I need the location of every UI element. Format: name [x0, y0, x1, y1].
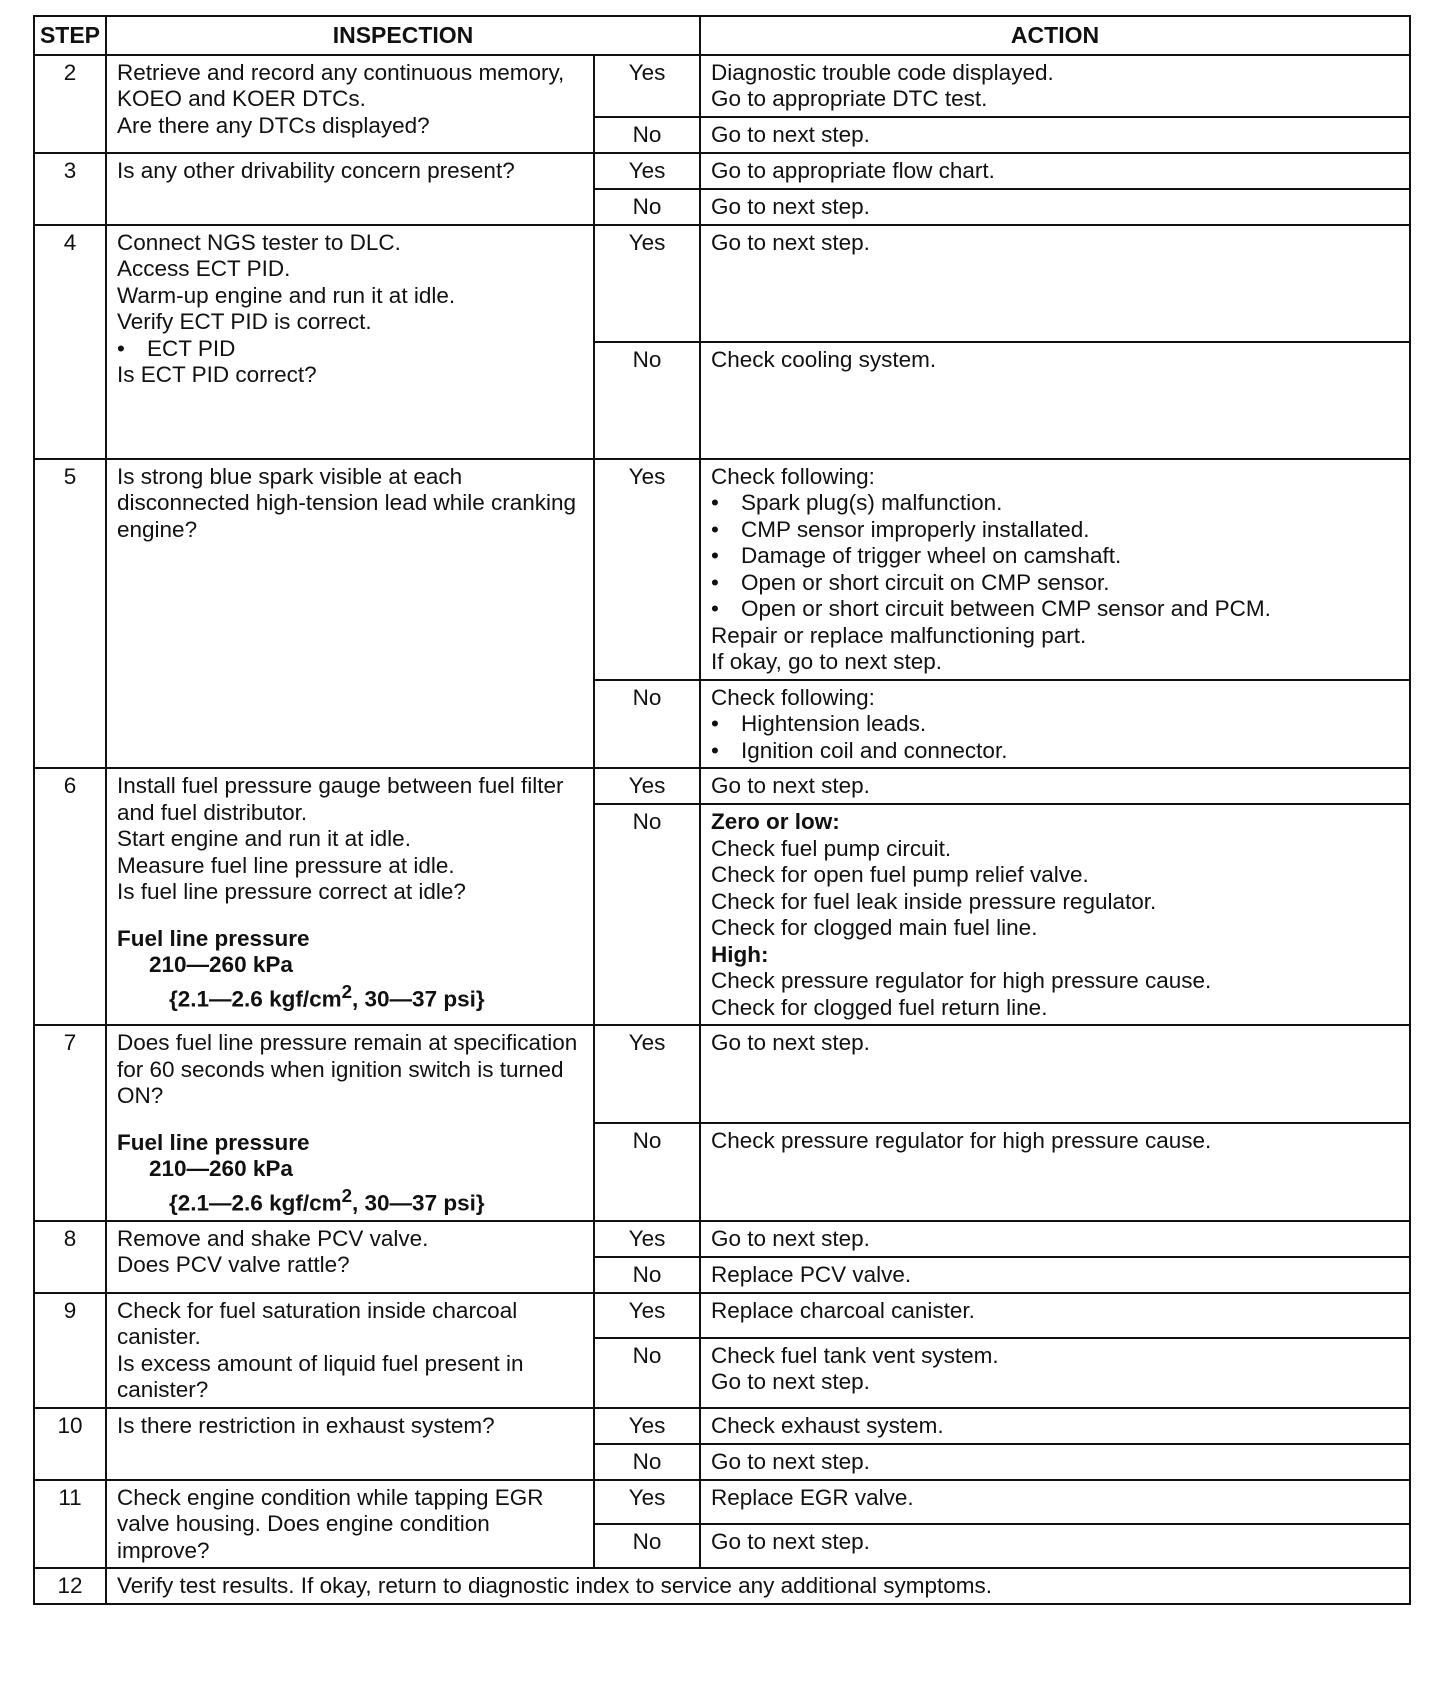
spec-title: Fuel line pressure — [117, 1129, 310, 1155]
yes-label: Yes — [594, 1025, 700, 1123]
yes-label: Yes — [594, 768, 700, 804]
action-heading-high: High: — [711, 941, 769, 967]
inspection-cell — [106, 225, 594, 459]
header-step: STEP — [34, 16, 106, 55]
inspection-line: ON? — [117, 1083, 164, 1108]
action-line: Replace EGR valve. — [711, 1484, 914, 1510]
action-bullet: • Open or short circuit between CMP sensor and PCM. — [711, 596, 1399, 623]
action-line: Check for open fuel pump relief valve. — [711, 862, 1089, 887]
full-width-instruction: Verify test results. If okay, return to diagnostic index to service any additional symptoms. — [106, 1568, 1410, 1604]
inspection-bullet: • ECT PID — [117, 336, 583, 363]
inspection-cell — [106, 55, 594, 153]
action-line: Check fuel pump circuit. — [711, 835, 952, 861]
action-line: Go to next step. — [711, 773, 870, 798]
table-row — [34, 1568, 1410, 1604]
action-line: Go to next step. — [711, 229, 870, 255]
no-action — [700, 1257, 1410, 1293]
step-number: 4 — [34, 225, 106, 459]
no-label: No — [594, 342, 700, 459]
table-header-row — [34, 16, 1410, 55]
inspection-cell — [106, 1480, 594, 1569]
spec-value: 210—260 kPa — [149, 1156, 293, 1181]
no-label: No — [594, 1444, 700, 1480]
inspection-line: canister? — [117, 1377, 209, 1402]
inspection-line: Install fuel pressure gauge between fuel filter — [117, 773, 564, 798]
spec-alt-suffix: , 30—37 psi} — [352, 986, 485, 1011]
spec-alt-suffix: , 30—37 psi} — [352, 1190, 485, 1215]
no-action — [700, 1123, 1410, 1220]
spec-alt-sup: 2 — [341, 1184, 353, 1206]
inspection-line: and fuel distributor. — [117, 799, 308, 825]
spec-alt — [117, 1183, 583, 1217]
yes-action — [700, 225, 1410, 342]
action-line: Go to appropriate DTC test. — [711, 86, 988, 111]
no-action — [700, 680, 1410, 769]
inspection-line: Is there restriction in exhaust system? — [117, 1412, 495, 1438]
inspection-line: Check engine condition while tapping EGR — [117, 1484, 544, 1510]
action-line: Check pressure regulator for high pressure cause. — [711, 1128, 1212, 1154]
step-number: 11 — [34, 1480, 106, 1569]
action-line: Check fuel tank vent system. — [711, 1342, 999, 1368]
table-row — [34, 55, 1410, 117]
inspection-line: Is any other drivability concern present? — [117, 157, 515, 183]
inspection-cell — [106, 1408, 594, 1480]
inspection-cell — [106, 459, 594, 769]
no-action — [700, 1338, 1410, 1408]
yes-label: Yes — [594, 1408, 700, 1444]
table-row — [34, 1408, 1410, 1444]
yes-action — [700, 1293, 1410, 1338]
inspection-cell — [106, 768, 594, 1025]
no-label: No — [594, 1338, 700, 1408]
step-number: 3 — [34, 153, 106, 225]
inspection-line: Check for fuel saturation inside charcoal — [117, 1297, 518, 1323]
yes-action — [700, 1221, 1410, 1257]
table-row — [34, 1293, 1410, 1338]
inspection-cell — [106, 1221, 594, 1293]
inspection-line: KOEO and KOER DTCs. — [117, 86, 366, 111]
header-action: ACTION — [700, 16, 1410, 55]
action-line: Go to next step. — [711, 1369, 870, 1395]
yes-action — [700, 1025, 1410, 1123]
action-line: Check for fuel leak inside pressure regulator. — [711, 888, 1157, 914]
step-number: 5 — [34, 459, 106, 769]
action-bullet: • CMP sensor improperly installated. — [711, 517, 1399, 544]
table-row — [34, 225, 1410, 342]
action-line: Go to next step. — [711, 1030, 870, 1055]
action-line: Check for clogged fuel return line. — [711, 994, 1048, 1020]
diagnostic-table — [33, 15, 1411, 1605]
action-bullet: • Ignition coil and connector. — [711, 738, 1399, 765]
action-line: Check pressure regulator for high pressure cause. — [711, 968, 1212, 993]
no-label: No — [594, 804, 700, 1025]
inspection-line: Does fuel line pressure remain at specification — [117, 1030, 578, 1055]
yes-label: Yes — [594, 1221, 700, 1257]
no-action — [700, 189, 1410, 225]
step-number: 12 — [34, 1568, 106, 1604]
yes-action — [700, 768, 1410, 804]
inspection-cell — [106, 1025, 594, 1221]
spec-value: 210—260 kPa — [149, 952, 293, 977]
no-action — [700, 342, 1410, 459]
inspection-line: Verify ECT PID is correct. — [117, 309, 372, 334]
action-line: Replace PCV valve. — [711, 1261, 912, 1287]
action-line: Go to next step. — [711, 1448, 870, 1474]
inspection-cell — [106, 153, 594, 225]
inspection-line: Connect NGS tester to DLC. — [117, 229, 401, 255]
spec-alt-sup: 2 — [341, 980, 353, 1002]
header-inspection: INSPECTION — [106, 16, 700, 55]
action-line: Diagnostic trouble code displayed. — [711, 59, 1054, 85]
action-bullet: • Hightension leads. — [711, 711, 1399, 738]
action-bullet: • Spark plug(s) malfunction. — [711, 490, 1399, 517]
inspection-question: Is ECT PID correct? — [117, 362, 317, 387]
yes-action — [700, 459, 1410, 680]
table-row — [34, 1221, 1410, 1257]
inspection-line: disconnected high-tension lead while cranking — [117, 490, 577, 515]
yes-label: Yes — [594, 225, 700, 342]
step-number: 10 — [34, 1408, 106, 1480]
table-row — [34, 1025, 1410, 1123]
step-number: 8 — [34, 1221, 106, 1293]
spec-title: Fuel line pressure — [117, 925, 310, 951]
spec-alt — [117, 979, 583, 1013]
yes-action — [700, 153, 1410, 189]
action-line: Replace charcoal canister. — [711, 1297, 975, 1323]
action-line: If okay, go to next step. — [711, 649, 942, 674]
inspection-line: Is fuel line pressure correct at idle? — [117, 879, 466, 904]
step-number: 9 — [34, 1293, 106, 1408]
action-line: Go to next step. — [711, 1225, 870, 1251]
yes-label: Yes — [594, 1480, 700, 1524]
no-label: No — [594, 1524, 700, 1568]
inspection-line: improve? — [117, 1537, 210, 1563]
yes-action — [700, 1480, 1410, 1524]
table-row — [34, 768, 1410, 804]
no-label: No — [594, 680, 700, 769]
action-title: Check following: — [711, 684, 875, 710]
step-number: 6 — [34, 768, 106, 1025]
no-label: No — [594, 1257, 700, 1293]
inspection-line: Access ECT PID. — [117, 256, 291, 281]
inspection-line: canister. — [117, 1324, 201, 1349]
no-label: No — [594, 117, 700, 153]
table-row — [34, 153, 1410, 189]
inspection-cell — [106, 1293, 594, 1408]
action-line: Go to next step. — [711, 121, 870, 147]
action-line: Check exhaust system. — [711, 1412, 944, 1438]
no-label: No — [594, 1123, 700, 1220]
action-title: Check following: — [711, 463, 875, 489]
inspection-line: for 60 seconds when ignition switch is turned — [117, 1056, 564, 1082]
inspection-line: Are there any DTCs displayed? — [117, 112, 430, 138]
yes-label: Yes — [594, 153, 700, 189]
action-line: Repair or replace malfunctioning part. — [711, 622, 1087, 648]
inspection-line: Start engine and run it at idle. — [117, 826, 411, 851]
yes-action — [700, 55, 1410, 117]
inspection-line: Measure fuel line pressure at idle. — [117, 852, 455, 878]
inspection-line: Is strong blue spark visible at each — [117, 463, 463, 489]
no-action — [700, 804, 1410, 1025]
spec-alt-prefix: {2.1—2.6 kgf/cm — [169, 1190, 342, 1215]
step-number: 7 — [34, 1025, 106, 1221]
inspection-line: Warm-up engine and run it at idle. — [117, 282, 456, 308]
action-bullet: • Damage of trigger wheel on camshaft. — [711, 543, 1399, 570]
action-line: Go to next step. — [711, 193, 870, 219]
inspection-line: valve housing. Does engine condition — [117, 1511, 490, 1536]
inspection-line: Is excess amount of liquid fuel present in — [117, 1350, 524, 1376]
inspection-line: Does PCV valve rattle? — [117, 1252, 350, 1277]
yes-label: Yes — [594, 1293, 700, 1338]
no-label: No — [594, 189, 700, 225]
action-heading-low: Zero or low: — [711, 809, 840, 834]
action-bullet: • Open or short circuit on CMP sensor. — [711, 570, 1399, 597]
yes-label: Yes — [594, 459, 700, 680]
no-action — [700, 1444, 1410, 1480]
table-row — [34, 1480, 1410, 1524]
step-number: 2 — [34, 55, 106, 153]
inspection-line: Remove and shake PCV valve. — [117, 1225, 429, 1251]
inspection-line: Retrieve and record any continuous memory, — [117, 59, 565, 85]
yes-action — [700, 1408, 1410, 1444]
spec-alt-prefix: {2.1—2.6 kgf/cm — [169, 986, 342, 1011]
action-line: Go to appropriate flow chart. — [711, 157, 995, 183]
no-action — [700, 1524, 1410, 1568]
action-line: Check cooling system. — [711, 346, 937, 372]
inspection-line: engine? — [117, 516, 198, 542]
yes-label: Yes — [594, 55, 700, 117]
action-line: Check for clogged main fuel line. — [711, 915, 1038, 940]
no-action — [700, 117, 1410, 153]
action-line: Go to next step. — [711, 1528, 870, 1554]
table-row — [34, 459, 1410, 680]
